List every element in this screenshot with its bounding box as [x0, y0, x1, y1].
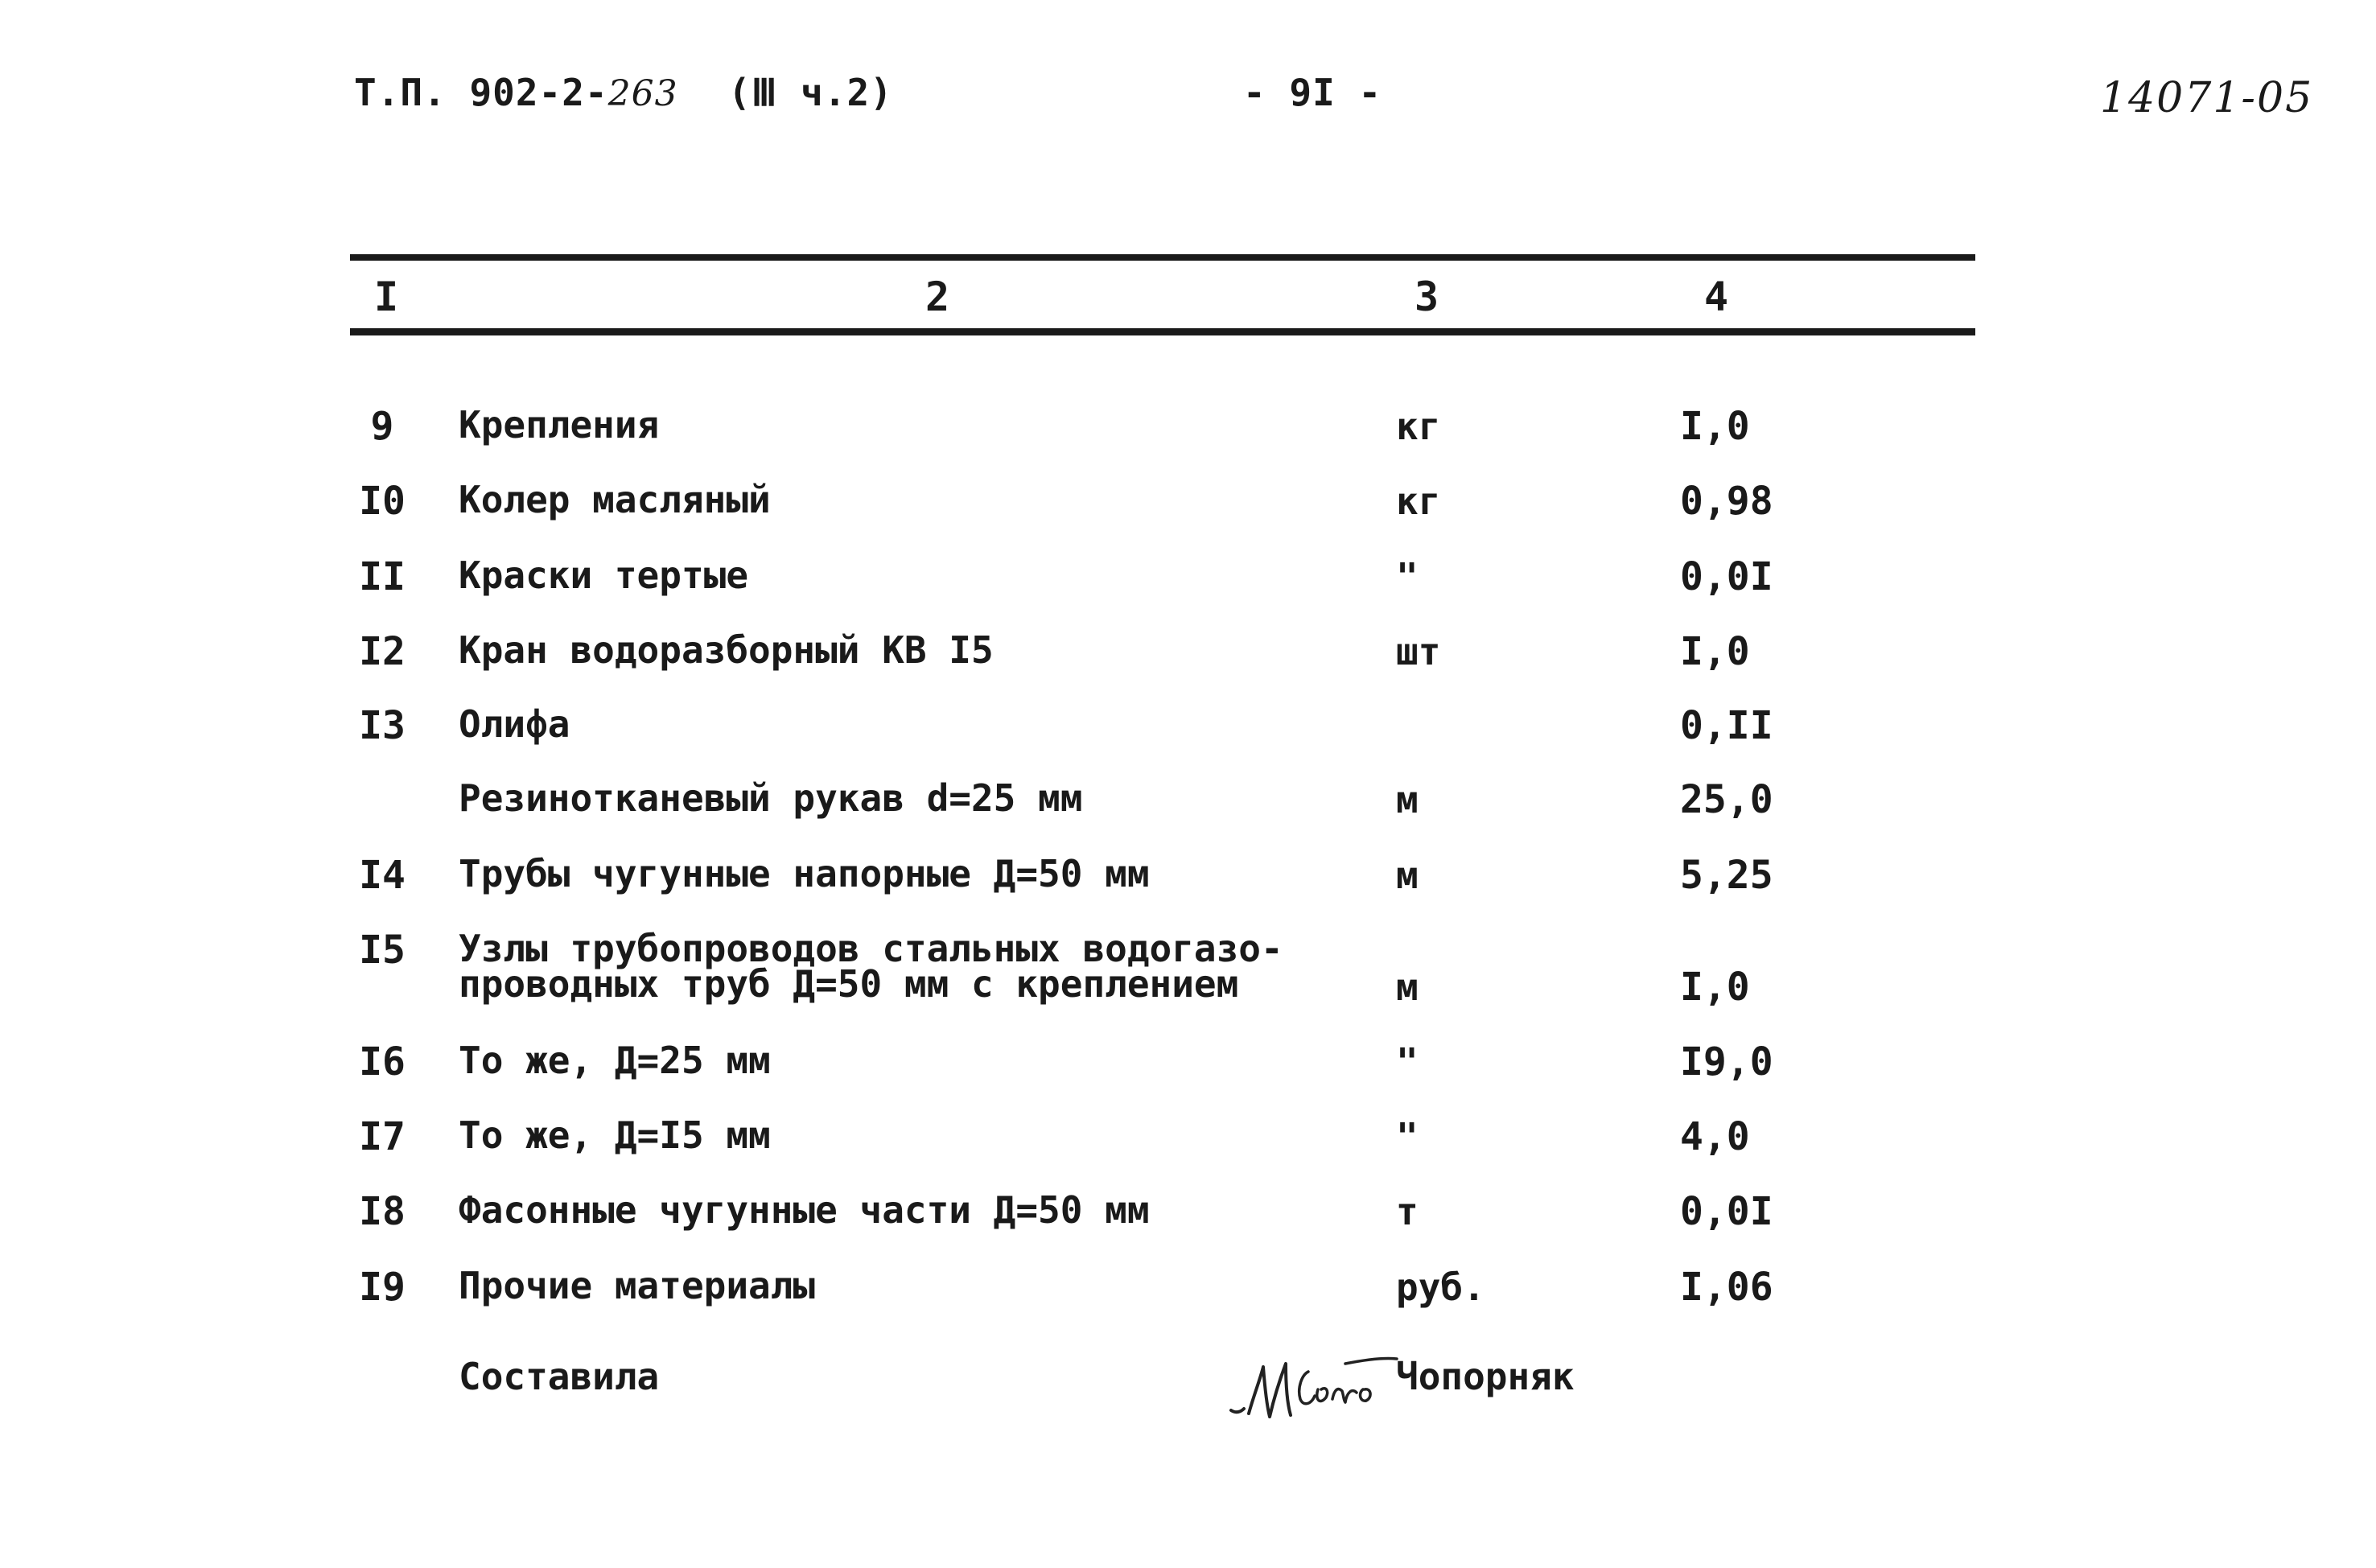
row-unit: ": [1396, 1040, 1419, 1084]
row-unit: кг: [1396, 405, 1441, 448]
row-quantity: 0,0I: [1680, 554, 1773, 599]
row-unit: руб.: [1396, 1266, 1485, 1309]
column-header-1: I: [374, 274, 399, 320]
page-number: - 9I -: [1243, 71, 1382, 114]
row-name: Резинотканевый рукав d=25 мм: [459, 776, 1083, 820]
row-number: 9: [370, 404, 394, 449]
row-unit: шт: [1396, 630, 1441, 673]
row-number: I8: [359, 1189, 406, 1234]
document-part: (Ⅲ ч.2): [728, 71, 893, 114]
column-header-4: 4: [1704, 274, 1729, 320]
row-unit: м: [1396, 778, 1419, 821]
row-number: I2: [359, 629, 406, 674]
signature: [1225, 1340, 1402, 1428]
column-header-3: 3: [1414, 274, 1439, 320]
row-quantity: 0,0I: [1680, 1189, 1773, 1234]
row-name: Узлы трубопроводов стальных водогазо- проводных труб Д=50 мм с креплением: [459, 927, 1283, 1006]
document-code-prefix: Т.П. 902-2-: [354, 71, 608, 114]
row-unit: ": [1396, 1115, 1419, 1159]
row-unit: м: [1396, 854, 1419, 897]
row-quantity: I9,0: [1680, 1039, 1773, 1084]
row-name: Краски тертые: [459, 554, 749, 597]
row-name: Колер масляный: [459, 478, 771, 521]
row-unit: ": [1396, 555, 1419, 599]
row-unit: кг: [1396, 479, 1441, 523]
row-quantity: I,0: [1680, 965, 1750, 1010]
row-unit: т: [1396, 1190, 1419, 1233]
row-name: Олифа: [459, 702, 570, 746]
inventory-number: 14071-05: [2100, 74, 2314, 122]
signer-name: Чопорняк: [1396, 1355, 1575, 1398]
row-number: I4: [359, 853, 406, 898]
document-code: [354, 71, 678, 114]
row-name: Трубы чугунные напорные Д=50 мм: [459, 852, 1150, 895]
row-name: Фасонные чугунные части Д=50 мм: [459, 1188, 1150, 1232]
row-number: I0: [359, 479, 406, 524]
row-name: Прочие материалы: [459, 1264, 816, 1307]
table-header-rule: [350, 328, 1975, 335]
row-quantity: 0,98: [1680, 479, 1773, 524]
row-number: I6: [359, 1039, 406, 1084]
row-name: Кран водоразборный КВ I5: [459, 628, 994, 672]
row-quantity: I,06: [1680, 1265, 1773, 1310]
document-code-handwritten: 263: [607, 73, 678, 114]
row-name: То же, Д=I5 мм: [459, 1113, 771, 1157]
row-name: Крепления: [459, 403, 660, 447]
row-number: I3: [359, 703, 406, 748]
compiled-by-label: Составила: [459, 1355, 660, 1398]
row-quantity: 25,0: [1680, 777, 1773, 822]
row-number: II: [359, 554, 406, 599]
row-name: То же, Д=25 мм: [459, 1039, 771, 1082]
row-number: I9: [359, 1265, 406, 1310]
row-quantity: 0,II: [1680, 703, 1773, 748]
row-quantity: 4,0: [1680, 1114, 1750, 1159]
row-unit: м: [1396, 965, 1419, 1009]
row-quantity: I,0: [1680, 404, 1750, 449]
table-top-rule: [350, 254, 1975, 261]
row-number: I7: [359, 1114, 406, 1159]
column-header-2: 2: [925, 274, 950, 320]
row-number: I5: [359, 928, 406, 973]
row-quantity: 5,25: [1680, 853, 1773, 898]
row-quantity: I,0: [1680, 629, 1750, 674]
